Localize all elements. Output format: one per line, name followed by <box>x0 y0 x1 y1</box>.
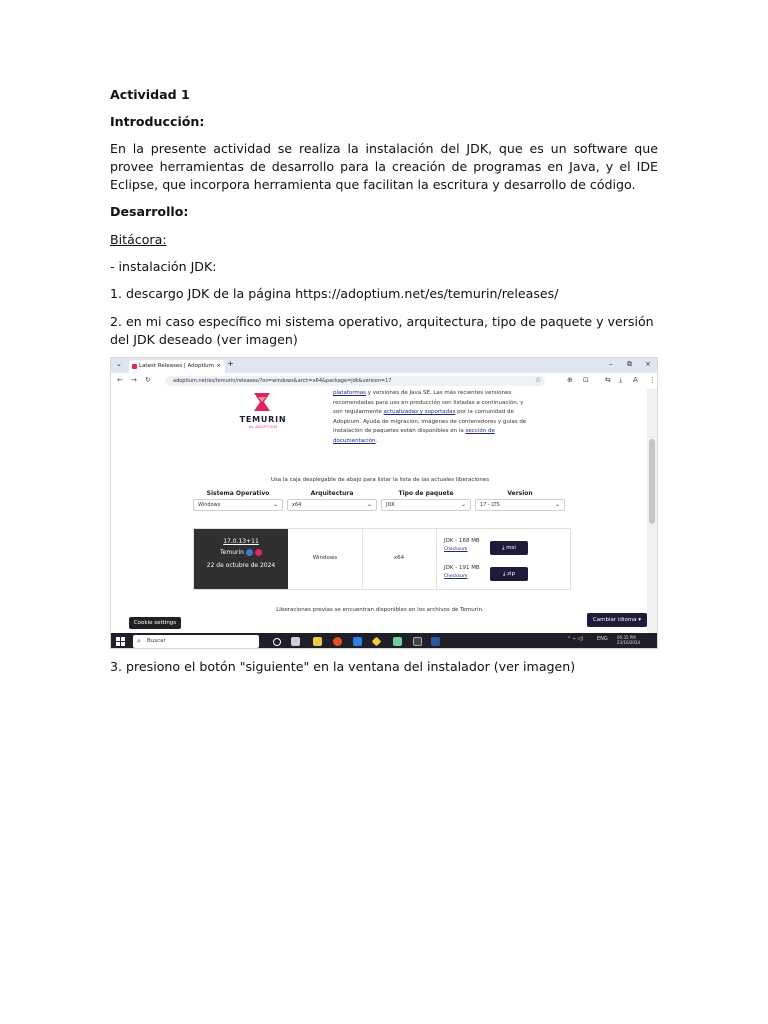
release-summary <box>194 529 288 589</box>
adoptium-subtitle: by ADOPTIUM <box>248 425 278 429</box>
forward-icon: → <box>131 376 137 384</box>
browser-tab <box>129 360 225 373</box>
package-msi <box>444 538 480 552</box>
minimize-icon: – <box>609 360 613 368</box>
package-select-value: JDK <box>386 502 395 508</box>
intro-heading: Introducción: <box>110 114 205 129</box>
checksum-link: Checksum <box>444 574 468 579</box>
description-part-2: por la comunidad de Adoptium. Ayuda de migración, imágenes de contenedores y guías de instalación de paquetes están disponibles en la <box>333 409 527 434</box>
tray-icons: ⌃ ⌁ ◁) <box>567 636 584 642</box>
windows-taskbar <box>111 633 657 649</box>
extension-icon: ⊕ <box>567 376 573 384</box>
release-name <box>194 549 288 556</box>
checksum-link: Checksum <box>444 547 468 552</box>
cookie-settings-button: Cookie settings <box>129 617 181 629</box>
download-zip-button: ⤓ zip <box>490 567 528 581</box>
step-1: 1. descargo JDK de la página https://adoptium.net/es/temurin/releases/ <box>110 286 559 301</box>
verified-badge-icon <box>246 549 253 556</box>
development-heading: Desarrollo: <box>110 204 189 219</box>
favicon-icon <box>132 364 137 369</box>
step-3: 3. presiono el botón "siguiente" en la ventana del instalador (ver imagen) <box>110 659 576 674</box>
release-version-link: 17.0.13+11 <box>223 538 259 545</box>
tab-search-icon: ⊡ <box>583 376 589 384</box>
tab-title: Latest Releases | Adoptium <box>139 363 214 369</box>
updated-link: actualizadas y soportadas <box>383 409 456 415</box>
release-arch: x64 <box>393 555 405 561</box>
app-icon <box>393 637 402 646</box>
arch-select <box>287 499 377 511</box>
vscode-icon <box>353 637 362 646</box>
browser-tab-bar <box>111 358 657 373</box>
change-language-label: Cambiar idioma <box>592 617 637 623</box>
chevron-down-icon: ⌄ <box>272 501 278 508</box>
cortana-icon <box>273 638 281 646</box>
column-divider <box>436 529 437 589</box>
chevron-down-icon: ⌄ <box>366 501 372 508</box>
step-2: 2. en mi caso específico mi sistema operativo, arquitectura, tipo de paquete y versión del JDK deseado (ver imagen) <box>110 314 654 347</box>
arch-filter-label: Arquitectura <box>310 490 354 497</box>
description-text <box>333 389 533 446</box>
taskbar-search-label: Buscar <box>147 638 166 644</box>
terminal-icon <box>413 637 422 646</box>
package-select <box>381 499 471 511</box>
download-msi-button: ⤓ msi <box>490 541 528 555</box>
taskbar-search <box>133 635 259 648</box>
file-explorer-icon <box>313 637 322 646</box>
install-line: - instalación JDK: <box>110 259 217 274</box>
platforms-link: plataformas <box>333 390 366 396</box>
release-card <box>193 528 571 590</box>
aqavit-badge-icon <box>255 549 262 556</box>
release-date: 22 de octubre de 2024 <box>206 562 276 569</box>
close-window-icon: × <box>645 360 651 368</box>
temurin-logo-icon <box>251 391 273 413</box>
os-select-value: Windows <box>198 502 221 508</box>
scrollbar <box>647 389 657 633</box>
profile-icon: A <box>633 376 638 384</box>
address-bar <box>111 373 657 390</box>
back-icon: ← <box>117 376 123 384</box>
tab-dropdown-icon: ⌄ <box>116 360 122 368</box>
chrome-icon <box>333 637 342 646</box>
tray-time: 06:35 PM <box>617 635 636 640</box>
version-select <box>475 499 565 511</box>
menu-icon: ⋮ <box>649 376 656 384</box>
os-select <box>193 499 283 511</box>
description-part-3: . <box>375 437 378 444</box>
scrollbar-thumb <box>649 439 655 524</box>
release-name-text: Temurin <box>220 549 244 556</box>
release-os: Windows <box>312 555 338 561</box>
change-language-button: Cambiar idioma ▾ <box>587 613 647 627</box>
temurin-logo-text: TEMURIN <box>239 415 287 424</box>
embedded-screenshot <box>110 357 658 649</box>
document-title: Actividad 1 <box>110 87 190 102</box>
reload-icon: ↻ <box>145 376 151 384</box>
description-part-1: y versiones de Java SE. Las más recientes versiones recomendadas para uso en producción son listadas a continuación, y son regularmente <box>333 390 524 415</box>
download-zip-label: zip <box>507 571 516 577</box>
tray-language: ENG <box>597 636 608 642</box>
url-field: adoptium.net/es/temurin/releases/?os=windows&arch=x64&package=jdk&version=17 <box>165 376 545 386</box>
log-heading: Bitácora: <box>110 232 167 247</box>
instructions-text: Usa la caja desplegable de abajo para listar la lista de las actuales liberaciones <box>270 477 490 483</box>
chevron-down-icon: ⌄ <box>460 501 466 508</box>
new-tab-icon: + <box>227 359 234 368</box>
previous-releases-text: Liberaciones previas se encuentran disponibles en los archivos de Temurin. <box>276 607 484 613</box>
package-zip-size: JDK - 191 MB <box>444 565 480 571</box>
word-icon <box>431 637 440 646</box>
package-filter-label: Tipo de paquete <box>398 490 454 497</box>
package-zip <box>444 565 480 579</box>
download-msi-label: msi <box>506 545 516 551</box>
package-msi-size: JDK - 168 MB <box>444 538 480 544</box>
page-content <box>111 389 649 633</box>
sidebar-icon: ⇆ <box>605 376 611 384</box>
version-filter-label: Version <box>507 490 533 497</box>
maximize-icon: ⧉ <box>627 360 632 368</box>
os-filter-label: Sistema Operativo <box>206 490 270 497</box>
arch-select-value: x64 <box>292 502 302 508</box>
documentation-link: sección de documentación <box>333 428 495 444</box>
chevron-down-icon: ⌄ <box>554 501 560 508</box>
version-select-value: 17 - LTS <box>480 502 500 508</box>
intro-paragraph: En la presente actividad se realiza la instalación del JDK, que es un software que provee herramientas de desarrollo para la creación de programas en Java, y el IDE Eclipse, que incorpora herramienta que facilitan la escritura y desarrollo de código. <box>110 141 658 192</box>
app-icon <box>372 637 382 647</box>
tab-close-icon: × <box>216 363 221 369</box>
tray-clock <box>617 635 640 645</box>
tray-date: 23/10/2024 <box>617 640 641 645</box>
download-icon: ⤓ <box>619 376 623 384</box>
search-icon: ⌕ <box>137 637 141 645</box>
bookmark-star-icon: ☆ <box>535 376 542 384</box>
task-view-icon <box>291 637 300 646</box>
windows-start-icon <box>116 637 125 646</box>
